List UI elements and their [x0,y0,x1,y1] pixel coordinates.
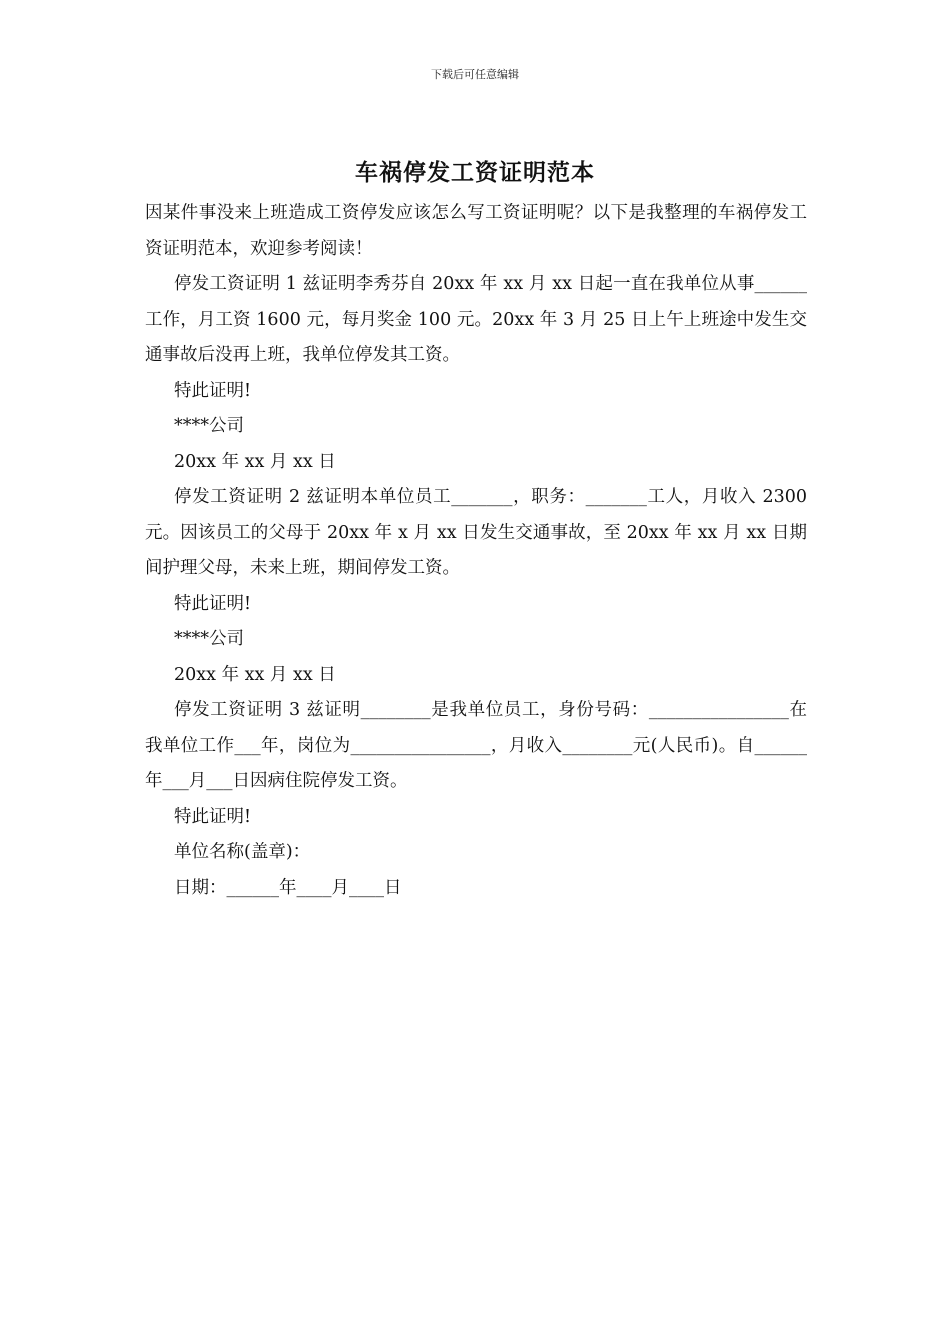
page-header-note: 下载后可任意编辑 [431,68,519,81]
certificate-2-closing: 特此证明! [174,593,252,614]
document-title: 车祸停发工资证明范本 [355,159,595,186]
certificate-3-unit: 单位名称(盖章)： [174,842,311,862]
certificate-1-closing: 特此证明! [174,380,252,401]
certificate-3-text: 停发工资证明 3 兹证明________是我单位员工，身份号码：________________在我单位工作___年，岗位为________________，月收入________元(人民币)。自______年___月___日因病住院停发工资。 [145,700,807,791]
intro-paragraph: 因某件事没来上班造成工资停发应该怎么写工资证明呢？以下是我整理的车祸停发工资证明范本，欢迎参考阅读！ [145,203,807,259]
certificate-1-date: 20xx 年 xx 月 xx 日 [174,451,336,472]
certificate-3-closing: 特此证明! [174,806,252,827]
certificate-3-date: 日期：______年____月____日 [174,877,402,898]
certificate-2-date: 20xx 年 xx 月 xx 日 [174,664,336,685]
document-body [145,196,807,906]
certificate-2-text: 停发工资证明 2 兹证明本单位员工_______，职务：_______工人，月收入 2300 元。因该员工的父母于 20xx 年 x 月 xx 日发生交通事故，至 20xx 年 xx 月 xx 日期间护理父母，未来上班，期间停发工资。 [145,487,807,578]
certificate-1-text: 停发工资证明 1 兹证明李秀芬自 20xx 年 xx 月 xx 日起一直在我单位从事______工作，月工资 1600 元，每月奖金 100 元。20xx 年 3 月 25 日上午上班途中发生交通事故后没再上班，我单位停发其工资。 [145,274,807,365]
certificate-1-company: ****公司 [174,416,244,436]
certificate-2-company: ****公司 [174,629,244,649]
